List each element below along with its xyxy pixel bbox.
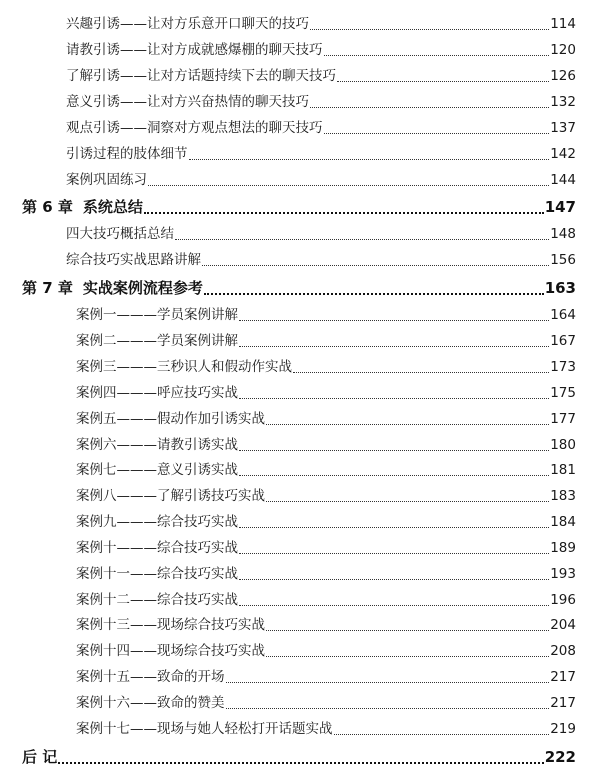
- toc-entry[interactable]: [66, 66, 576, 86]
- dot-leader: [175, 239, 549, 240]
- dot-leader: [239, 346, 549, 347]
- toc-entry-page: 114: [550, 16, 576, 32]
- toc-entry[interactable]: [76, 435, 576, 455]
- dot-leader: [239, 475, 549, 476]
- toc-entry-page: 164: [550, 307, 576, 323]
- toc-entry[interactable]: [66, 170, 576, 190]
- dot-leader: [239, 320, 549, 321]
- toc-entry-page: 156: [550, 252, 576, 268]
- toc-entry-title: 请教引诱——让对方成就感爆棚的聊天技巧: [66, 42, 323, 58]
- toc-entry-page: 196: [550, 592, 576, 608]
- dot-leader: [239, 450, 549, 451]
- dot-leader: [266, 501, 549, 502]
- dot-leader: [266, 656, 549, 657]
- toc-entry-page: 142: [550, 146, 576, 162]
- chapter-title: 系统总结: [82, 198, 143, 216]
- toc-entry[interactable]: [66, 224, 576, 244]
- afterword-page: 222: [544, 748, 576, 766]
- toc-entry-page: 120: [550, 42, 576, 58]
- toc-entry[interactable]: [76, 615, 576, 635]
- toc-entry-page: 217: [550, 695, 576, 711]
- chapter-number: 第 6 章: [22, 198, 73, 216]
- toc-entry[interactable]: [66, 250, 576, 270]
- toc-entry-title: 案例八———了解引诱技巧实战: [76, 488, 265, 504]
- toc-entry-title: 引诱过程的肢体细节: [66, 146, 188, 162]
- toc-entry[interactable]: [76, 719, 576, 739]
- toc-entry-title: 案例四———呼应技巧实战: [76, 385, 238, 401]
- toc-entry-title: 案例十五——致命的开场: [76, 669, 225, 685]
- chapter-heading: [22, 196, 143, 218]
- toc-entry[interactable]: [76, 486, 576, 506]
- toc-entry-page: 189: [550, 540, 576, 556]
- dot-leader: [226, 708, 550, 709]
- dot-leader: [337, 81, 549, 82]
- toc-entry[interactable]: [76, 460, 576, 480]
- toc-entry-page: 183: [550, 488, 576, 504]
- toc-entry-page: 167: [550, 333, 576, 349]
- toc-entry-title: 案例六———请教引诱实战: [76, 437, 238, 453]
- dot-leader: [189, 159, 550, 160]
- dot-leader: [239, 605, 549, 606]
- toc-entry[interactable]: [76, 331, 576, 351]
- dot-leader: [334, 734, 550, 735]
- toc-entry-title: 案例十———综合技巧实战: [76, 540, 238, 556]
- toc-entry-page: 126: [550, 68, 576, 84]
- toc-entry-title: 意义引诱——让对方兴奋热情的聊天技巧: [66, 94, 309, 110]
- dot-leader: [239, 579, 549, 580]
- dot-leader: [310, 107, 549, 108]
- toc-entry-page: 144: [550, 172, 576, 188]
- dot-leader: [310, 29, 549, 30]
- dot-leader: [202, 265, 549, 266]
- toc-entry-title: 案例十二——综合技巧实战: [76, 592, 238, 608]
- toc-entry[interactable]: [66, 118, 576, 138]
- toc-entry[interactable]: [76, 590, 576, 610]
- toc-entry-title: 案例五———假动作加引诱实战: [76, 411, 265, 427]
- chapter-page: 163: [544, 279, 576, 297]
- chapter-heading: [22, 277, 203, 299]
- toc-entry-page: 193: [550, 566, 576, 582]
- chapter-number: 第 7 章: [22, 279, 73, 297]
- toc-entry-page: 208: [550, 643, 576, 659]
- toc-entry-title: 案例二———学员案例讲解: [76, 333, 238, 349]
- toc-entry[interactable]: [76, 409, 576, 429]
- toc-entry-title: 案例十七——现场与她人轻松打开话题实战: [76, 721, 333, 737]
- dot-leader: [204, 293, 544, 295]
- toc-entry-title: 案例十一——综合技巧实战: [76, 566, 238, 582]
- toc-chapter-7[interactable]: [22, 277, 576, 299]
- dot-leader: [226, 682, 550, 683]
- toc-entry[interactable]: [76, 641, 576, 661]
- toc-entry-page: 137: [550, 120, 576, 136]
- dot-leader: [324, 55, 550, 56]
- toc-entry-page: 217: [550, 669, 576, 685]
- toc-entry-page: 175: [550, 385, 576, 401]
- dot-leader: [239, 553, 549, 554]
- toc-entry-page: 219: [550, 721, 576, 737]
- toc-entry-title: 案例十三——现场综合技巧实战: [76, 617, 265, 633]
- toc-entry-title: 案例七———意义引诱实战: [76, 462, 238, 478]
- toc-entry[interactable]: [76, 667, 576, 687]
- toc-entry[interactable]: [66, 92, 576, 112]
- toc-entry[interactable]: [76, 538, 576, 558]
- toc-entry-title: 了解引诱——让对方话题持续下去的聊天技巧: [66, 68, 336, 84]
- toc-entry-title: 案例十六——致命的赞美: [76, 695, 225, 711]
- afterword-title: 后 记: [22, 748, 58, 766]
- toc-entry[interactable]: [76, 383, 576, 403]
- dot-leader: [144, 212, 544, 214]
- dot-leader: [266, 630, 549, 631]
- chapter-title: 实战案例流程参考: [82, 279, 203, 297]
- toc-entry-page: 184: [550, 514, 576, 530]
- toc-entry-title: 兴趣引诱——让对方乐意开口聊天的技巧: [66, 16, 309, 32]
- dot-leader: [58, 762, 543, 764]
- toc-entry-title: 综合技巧实战思路讲解: [66, 252, 201, 268]
- toc-afterword[interactable]: [22, 746, 576, 768]
- toc-entry[interactable]: [76, 357, 576, 377]
- toc-entry-title: 观点引诱——洞察对方观点想法的聊天技巧: [66, 120, 323, 136]
- toc-entry-title: 案例巩固练习: [66, 172, 147, 188]
- chapter-page: 147: [544, 198, 576, 216]
- toc-entry-page: 181: [550, 462, 576, 478]
- toc-entry-page: 132: [550, 94, 576, 110]
- toc-entry[interactable]: [76, 693, 576, 713]
- toc-entry-page: 180: [550, 437, 576, 453]
- toc-entry[interactable]: [66, 144, 576, 164]
- toc-entry-title: 四大技巧概括总结: [66, 226, 174, 242]
- toc-entry-title: 案例十四——现场综合技巧实战: [76, 643, 265, 659]
- dot-leader: [239, 527, 549, 528]
- toc-entry[interactable]: [66, 40, 576, 60]
- toc-entry[interactable]: [76, 305, 576, 325]
- toc-entry-title: 案例一———学员案例讲解: [76, 307, 238, 323]
- dot-leader: [239, 398, 549, 399]
- toc-entry[interactable]: [76, 512, 576, 532]
- toc-entry-page: 204: [550, 617, 576, 633]
- dot-leader: [148, 185, 549, 186]
- dot-leader: [293, 372, 549, 373]
- dot-leader: [266, 424, 549, 425]
- toc-entry-title: 案例九———综合技巧实战: [76, 514, 238, 530]
- toc-entry[interactable]: [66, 14, 576, 34]
- toc-entry-page: 173: [550, 359, 576, 375]
- toc-entry-page: 148: [550, 226, 576, 242]
- dot-leader: [324, 133, 550, 134]
- toc-entry-page: 177: [550, 411, 576, 427]
- toc-entry-title: 案例三———三秒识人和假动作实战: [76, 359, 292, 375]
- toc-entry[interactable]: [76, 564, 576, 584]
- toc-chapter-6[interactable]: [22, 196, 576, 218]
